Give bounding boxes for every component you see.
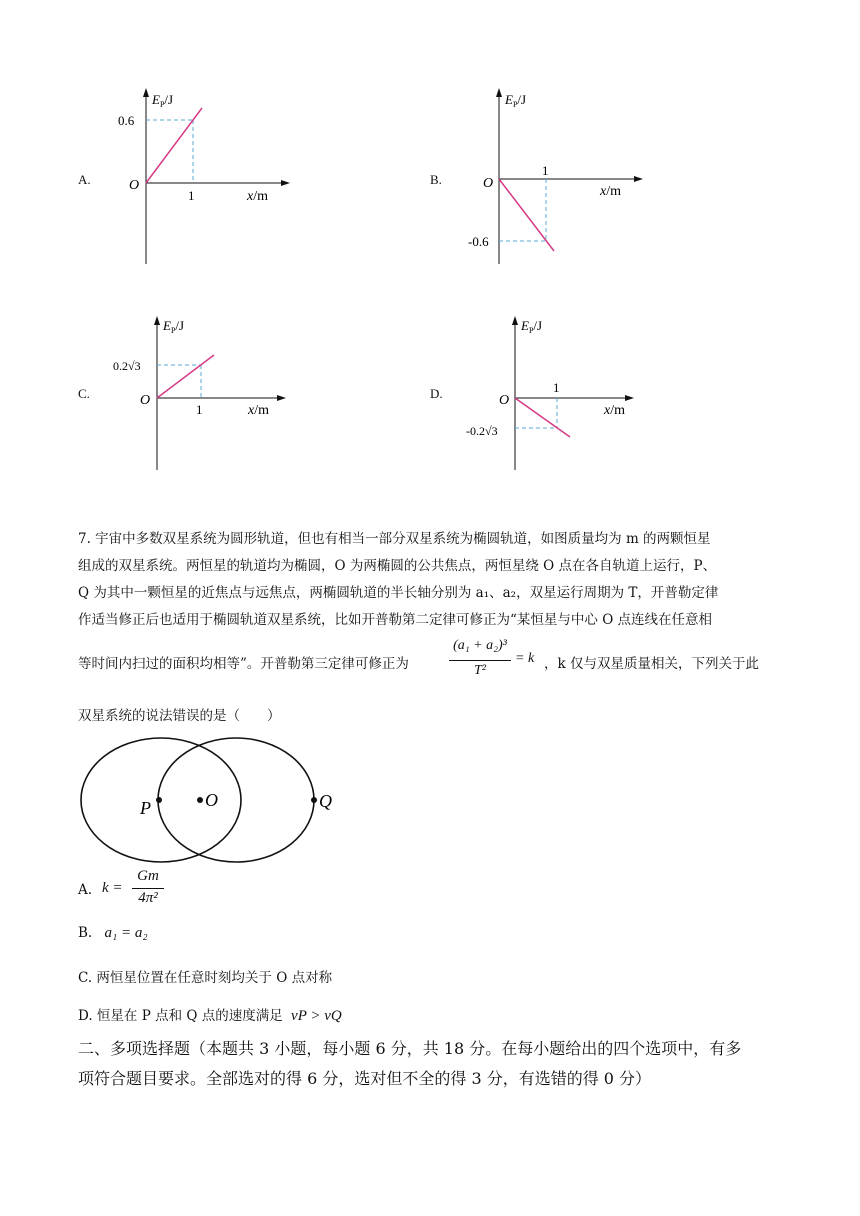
q7-choice-b-letter: B. <box>78 925 93 941</box>
graph-b <box>456 86 656 268</box>
kepler-formula-denominator: T² <box>474 663 486 678</box>
q7-choice-a-num: Gm <box>137 868 159 884</box>
graph-c-x-tick: 1 <box>196 402 203 417</box>
graph-c-y-arrow <box>154 316 160 325</box>
graph-c-y-tick: 0.2√3 <box>113 359 141 373</box>
q7-choice-a-den: 4π² <box>138 890 158 906</box>
graph-c-x-label: x/m <box>248 403 269 418</box>
point-o-label: O <box>205 790 218 810</box>
q7-choice-d-text: D. 恒星在 P 点和 Q 点的速度满足 <box>78 1008 283 1024</box>
graph-b-y-label: $E_P/J$ <box>505 92 527 109</box>
q7-line-6: 双星系统的说法错误的是（ ） <box>78 708 281 724</box>
kepler-formula-bar <box>449 660 511 661</box>
graph-b-y-tick: -0.6 <box>468 234 489 249</box>
q7-choice-a-bar <box>132 888 164 889</box>
graph-d-y-arrow <box>512 316 518 325</box>
graph-c-line <box>157 355 214 398</box>
kepler-formula <box>447 638 547 688</box>
graph-d-x-tick: 1 <box>553 380 560 395</box>
section-2-heading-line-1: 二、多项选择题（本题共 3 小题，每小题 6 分，共 18 分。在每小题给出的四个选项中，有多 <box>78 1039 742 1058</box>
q7-line-1: 7. 宇宙中多数双星系统为圆形轨道，但也有相当一部分双星系统为椭圆轨道，如图质量均为 m 的两颗恒星 <box>78 531 711 547</box>
graph-a-x-arrow <box>281 180 290 186</box>
graph-c-origin: O <box>140 393 151 408</box>
orbit-right-ellipse <box>158 738 314 862</box>
q7-line-3: Q 为其中一颗恒星的近焦点与远焦点，两椭圆轨道的半长轴分别为 a₁、a₂，双星运行周期为 T，开普勒定律 <box>78 585 719 601</box>
option-a-letter: A. <box>78 172 91 187</box>
point-p-dot <box>156 797 162 803</box>
graph-d-line <box>515 398 570 437</box>
graph-c-y-label: $E_P/J$ <box>163 318 185 335</box>
graph-a-y-tick: 0.6 <box>118 113 135 128</box>
option-d-letter: D. <box>430 386 443 401</box>
point-q-label: Q <box>319 791 332 811</box>
graph-a-y-arrow <box>143 88 149 97</box>
graph-d-origin: O <box>499 393 510 408</box>
graph-a-y-label: $E_P/J$ <box>152 92 174 109</box>
graph-b-origin: O <box>483 176 494 191</box>
kepler-formula-rhs: = k <box>515 651 535 666</box>
q7-choice-c: C. 两恒星位置在任意时刻均关于 O 点对称 <box>78 970 333 986</box>
graph-c <box>100 308 300 478</box>
q7-line-4: 作适当修正后也适用于椭圆轨道双星系统，比如开普勒第二定律可修正为“某恒星与中心 O 点连线在任意相 <box>78 612 713 628</box>
graph-d-x-label: x/m <box>604 403 625 418</box>
option-b-letter: B. <box>430 172 442 187</box>
section-2-heading-line-2: 项符合题目要求。全部选对的得 6 分，选对但不全的得 3 分，有选错的得 0 分） <box>78 1069 652 1088</box>
point-p-label: P <box>140 798 151 818</box>
q7-choice-b <box>78 925 148 942</box>
graph-a-origin: O <box>129 178 140 193</box>
q7-choice-d <box>78 1004 342 1025</box>
graph-b-x-tick: 1 <box>542 163 549 178</box>
q7-choice-d-formula: vP > vQ <box>291 1008 342 1024</box>
point-q-dot <box>311 797 317 803</box>
orbit-figure <box>76 734 346 866</box>
kepler-formula-numerator: (a₁ + a₂)³ <box>453 638 507 653</box>
graph-b-y-arrow <box>496 88 502 97</box>
graph-d <box>456 308 656 478</box>
q7-line-5-post: ，k 仅与双星质量相关，下列关于此 <box>544 656 759 672</box>
q7-choice-a-letter: A. <box>78 882 93 898</box>
graph-c-x-arrow <box>277 395 286 401</box>
graph-a-line <box>146 108 202 183</box>
graph-a-x-label: x/m <box>247 189 268 204</box>
graph-d-y-label: $E_P/J$ <box>521 318 543 335</box>
point-o-dot <box>197 797 203 803</box>
option-c-letter: C. <box>78 386 90 401</box>
q7-line-2: 组成的双星系统。两恒星的轨道均为椭圆，O 为两椭圆的公共焦点，两恒星绕 O 点在各自轨道上运行，P、 <box>78 558 717 574</box>
q7-choice-b-text: a₁ = a₂ <box>104 925 148 941</box>
graph-a <box>100 86 300 268</box>
graph-a-x-tick: 1 <box>188 188 195 203</box>
q7-choice-a-lhs: k = <box>102 880 123 896</box>
graph-d-y-tick: -0.2√3 <box>466 424 498 438</box>
graph-d-x-arrow <box>625 395 634 401</box>
graph-b-x-label: x/m <box>600 184 621 199</box>
graph-b-x-arrow <box>634 176 643 182</box>
q7-line-5-pre: 等时间内扫过的面积均相等”。开普勒第三定律可修正为 <box>78 656 409 672</box>
